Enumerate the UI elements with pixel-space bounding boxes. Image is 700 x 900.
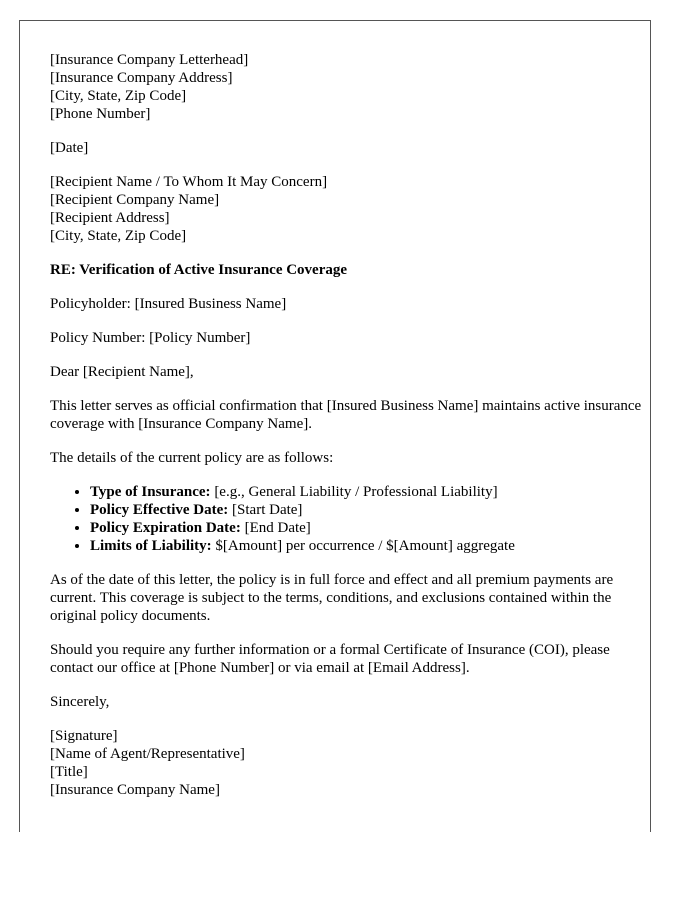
signer-title: [Title] — [50, 764, 88, 780]
contact-paragraph: Should you require any further information or a formal Certificate of Insurance (COI), please contact our office at [Phone Number] or via email at [Email Address]. — [50, 642, 610, 676]
detail-label: Policy Effective Date: — [90, 502, 229, 518]
sender-block — [50, 51, 650, 123]
signer-name: [Name of Agent/Representative] — [50, 746, 245, 762]
letter-date: [Date] — [50, 140, 89, 156]
subject-line: RE: Verification of Active Insurance Coverage — [50, 262, 348, 278]
detail-label: Limits of Liability: — [90, 538, 212, 554]
detail-value: $[Amount] per occurrence / $[Amount] aggregate — [211, 538, 515, 554]
detail-item-limits — [90, 537, 650, 555]
recipient-city-state-zip: [City, State, Zip Code] — [50, 228, 187, 244]
intro-paragraph: This letter serves as official confirmation that [Insured Business Name] maintains active insurance coverage with [Insurance Company Name]. — [50, 398, 642, 432]
sender-phone: [Phone Number] — [50, 106, 151, 122]
recipient-block — [50, 173, 650, 245]
signature-placeholder: [Signature] — [50, 728, 118, 744]
sender-letterhead: [Insurance Company Letterhead] — [50, 52, 249, 68]
detail-label: Type of Insurance: — [90, 484, 211, 500]
detail-item-expiration-date — [90, 519, 650, 537]
policy-details-list — [50, 483, 650, 555]
status-paragraph: As of the date of this letter, the policy is in full force and effect and all premium payments are current. This coverage is subject to the terms, conditions, and exclusions contained within the original policy documents. — [50, 572, 614, 624]
detail-label: Policy Expiration Date: — [90, 520, 241, 536]
sender-address: [Insurance Company Address] — [50, 70, 233, 86]
details-intro: The details of the current policy are as follows: — [50, 450, 334, 466]
policy-number-line: Policy Number: [Policy Number] — [50, 330, 251, 346]
signer-company: [Insurance Company Name] — [50, 782, 220, 798]
detail-value: [Start Date] — [228, 502, 303, 518]
salutation: Dear [Recipient Name], — [50, 364, 194, 380]
closing: Sincerely, — [50, 694, 110, 710]
letter-page — [19, 20, 651, 832]
detail-item-type — [90, 483, 650, 501]
sender-city-state-zip: [City, State, Zip Code] — [50, 88, 187, 104]
recipient-address: [Recipient Address] — [50, 210, 170, 226]
recipient-company: [Recipient Company Name] — [50, 192, 220, 208]
detail-item-effective-date — [90, 501, 650, 519]
detail-value: [e.g., General Liability / Professional Liability] — [210, 484, 498, 500]
policyholder-line: Policyholder: [Insured Business Name] — [50, 296, 287, 312]
signature-block — [50, 727, 650, 799]
detail-value: [End Date] — [240, 520, 311, 536]
recipient-name: [Recipient Name / To Whom It May Concern] — [50, 174, 328, 190]
